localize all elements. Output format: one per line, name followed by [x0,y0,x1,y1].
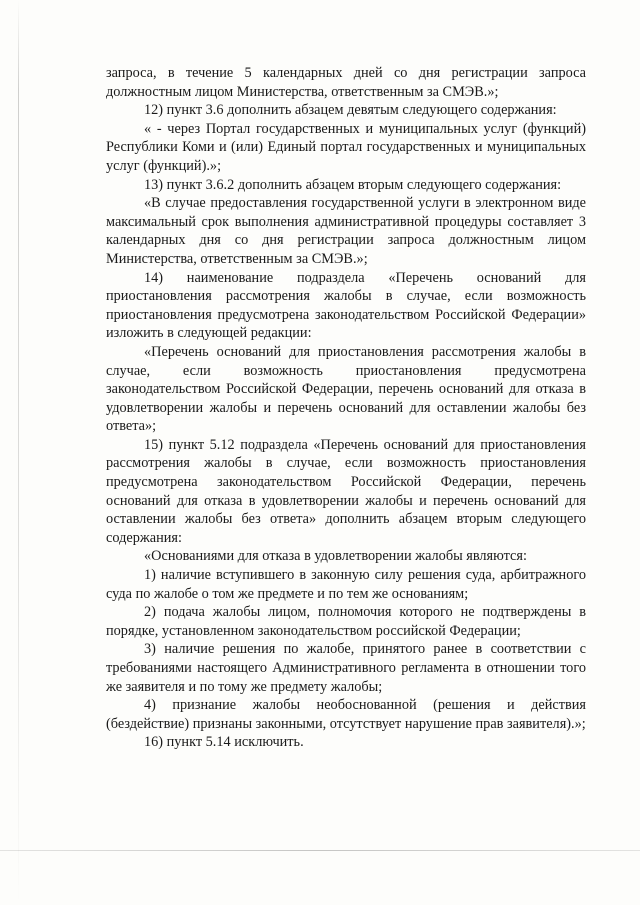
paragraph-item-14: 14) наименование подраздела «Перечень оснований для приостановления рассмотрения жалобы в случае, если возможность приостановления предусмотрена законодательством Российской Федерации» изложить в следующей редакции: [106,269,586,342]
paragraph-quote-12: « - через Портал государственных и муниципальных услуг (функций) Республики Коми и (или) Единый портал государственных и муниципальных услуг (функций).»; [106,120,586,174]
paragraph-item-12: 12) пункт 3.6 дополнить абзацем девятым следующего содержания: [144,102,557,119]
paragraph-continuation: запроса, в течение 5 календарных дней со дня регистрации запроса должностным лицом Министерства, ответственным за СМЭВ.»; [106,65,586,100]
scan-edge-bottom [0,850,640,851]
document-body [106,64,586,752]
paragraph-quote-13: «В случае предоставления государственной услуги в электронном виде максимальный срок выполнения административной процедуры составляет 3 календарных дня со дня регистрации запроса должностным лицом Министерства, ответственным за СМЭВ.»; [106,195,586,267]
paragraph-item-16: 16) пункт 5.14 исключить. [144,734,304,751]
paragraph-ground-3: 3) наличие решения по жалобе, принятого ранее в соответствии с требованиями настоящего Административного регламента в отношении того же заявителя и по тому же предмету жалобы; [106,641,586,695]
paragraph-ground-4: 4) признание жалобы необоснованной (решения и действия (бездействие) признаны законными, отсутствует нарушение прав заявителя).»; [106,697,586,732]
paragraph-quote-14: «Перечень оснований для приостановления рассмотрения жалобы в случае, если возможность приостановления предусмотрена законодательством Российской Федерации, перечень оснований для отказа в удовлетворении жалобы и перечень оснований для оставлении жалобы без ответа»; [106,343,586,435]
paragraph-item-13: 13) пункт 3.6.2 дополнить абзацем вторым следующего содержания: [144,176,562,193]
paragraph-ground-2: 2) подача жалобы лицом, полномочия которого не подтверждены в порядке, установленном законодательством российской Федерации; [106,604,586,639]
paragraph-quote-15: «Основаниями для отказа в удовлетворении жалобы являются: [144,548,527,565]
scan-edge-left [18,0,19,905]
paragraph-ground-1: 1) наличие вступившего в законную силу решения суда, арбитражного суда по жалобе о том же предмете и по тем же основаниям; [106,567,586,602]
paragraph-item-15: 15) пункт 5.12 подраздела «Перечень оснований для приостановления рассмотрения жалобы в случае, если возможность приостановления предусмотрена законодательством Российской Федерации, перечень оснований для отказа в удовлетворении жалобы и перечень оснований для оставлении жалобы без ответа» дополнить абзацем вторым следующего содержания: [106,436,586,546]
